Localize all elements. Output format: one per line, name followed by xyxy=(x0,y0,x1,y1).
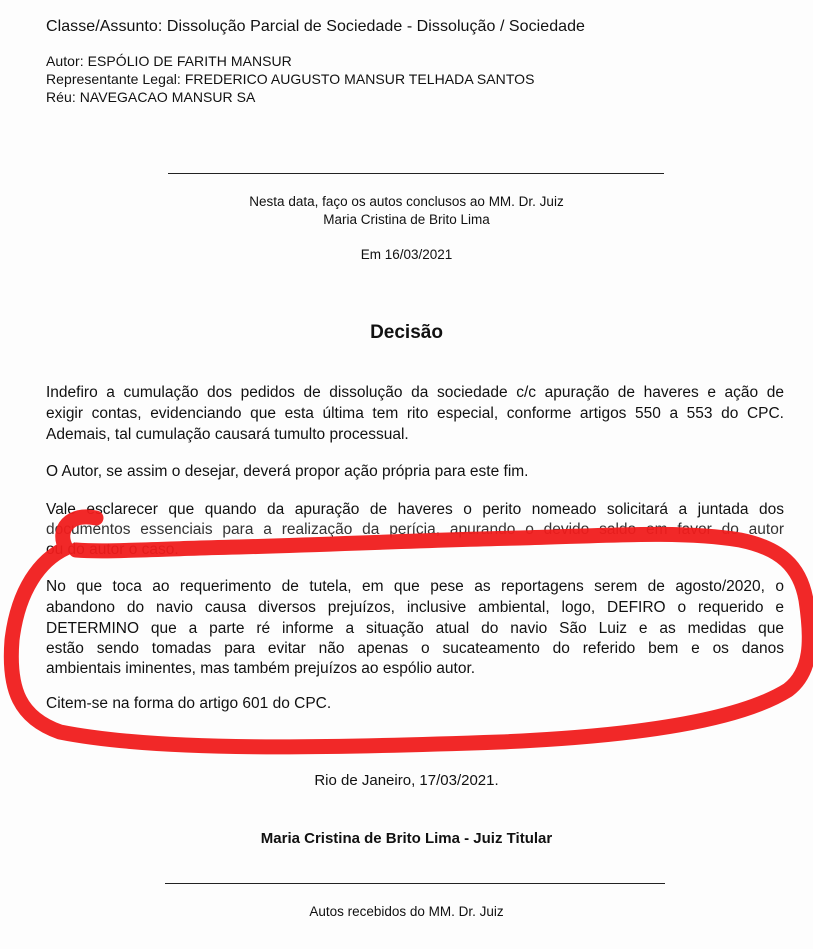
paragraph-5: Citem-se na forma do artigo 601 do CPC. xyxy=(46,695,332,712)
decisao-title: Decisão xyxy=(370,322,443,343)
paragraph-4-line-1: No que toca ao requerimento de tutela, em que pese as reportagens serem de agosto/2020, o xyxy=(46,578,784,595)
signature: Maria Cristina de Brito Lima - Juiz Titular xyxy=(260,830,553,847)
paragraph-2: O Autor, se assim o desejar, deverá propor ação própria para este fim. xyxy=(46,463,529,480)
conclusao-date: Em 16/03/2021 xyxy=(360,247,453,262)
divider-bottom xyxy=(165,883,665,884)
classe-assunto: Classe/Assunto: Dissolução Parcial de Sociedade - Dissolução / Sociedade xyxy=(46,18,585,35)
place-date: Rio de Janeiro, 17/03/2021. xyxy=(314,772,499,789)
paragraph-3-line-2: documentos essenciais para a realização da perícia, apurando o devido saldo em favor do autor xyxy=(46,521,784,538)
autos-recebidos: Autos recebidos do MM. Dr. Juiz xyxy=(309,904,504,919)
reu: Réu: NAVEGACAO MANSUR SA xyxy=(46,89,256,105)
paragraph-4-line-3: DETERMINO que a parte ré informe a situação atual do navio São Luiz e as medidas que xyxy=(46,620,784,637)
paragraph-3-line-1: Vale esclarecer que quando da apuração de haveres o perito nomeado solicitará a juntada dos xyxy=(46,501,784,518)
autor: Autor: ESPÓLIO DE FARITH MANSUR xyxy=(46,53,292,69)
paragraph-1-line-2: exigir contas, evidenciando que esta última tem rito especial, conforme artigos 550 a 553 do CPC. xyxy=(46,405,784,422)
paragraph-1-line-1: Indefiro a cumulação dos pedidos de dissolução da sociedade c/c apuração de haveres e ação de xyxy=(46,384,784,401)
paragraph-3-line-3: ou do autor o caso. xyxy=(46,541,179,558)
representante-legal: Representante Legal: FREDERICO AUGUSTO MANSUR TELHADA SANTOS xyxy=(46,71,535,87)
paragraph-4-line-5: ambientais iminentes, mas também prejuízos ao espólio autor. xyxy=(46,660,476,677)
paragraph-1-line-3: Ademais, tal cumulação causará tumulto processual. xyxy=(46,426,409,443)
conclusao-line-2: Maria Cristina de Brito Lima xyxy=(323,212,490,227)
paragraph-4-line-4: estão sendo tomadas para evitar não apenas o sucateamento do referido bem e os danos xyxy=(46,640,784,657)
divider-top xyxy=(168,173,664,174)
paragraph-4-line-2: abandono do navio causa diversos prejuízos, inclusive ambiental, logo, DEFIRO o requerido e xyxy=(46,599,784,616)
conclusao-line-1: Nesta data, faço os autos conclusos ao MM. Dr. Juiz xyxy=(249,194,564,209)
